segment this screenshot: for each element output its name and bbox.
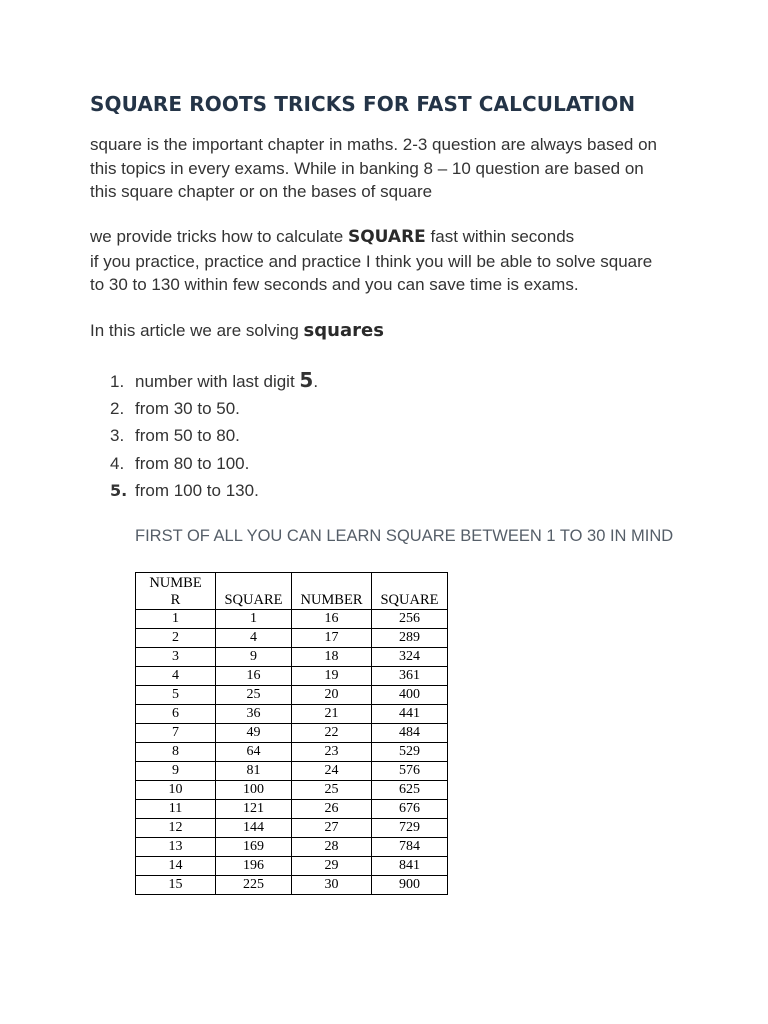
list-text: from 50 to 80. — [135, 426, 240, 445]
list-period: . — [313, 372, 319, 391]
header-number-1: NUMBE R — [136, 573, 216, 610]
page-title: SQUARE ROOTS TRICKS FOR FAST CALCULATION — [90, 92, 636, 116]
square-cell: 441 — [372, 705, 448, 724]
number-cell: 19 — [292, 667, 372, 686]
list-number: 3. — [110, 426, 125, 445]
table-row — [136, 686, 448, 705]
number-cell: 1 — [136, 610, 216, 629]
number-cell: 3 — [136, 648, 216, 667]
square-cell: 400 — [372, 686, 448, 705]
square-cell: 676 — [372, 800, 448, 819]
number-cell: 21 — [292, 705, 372, 724]
number-cell: 9 — [136, 762, 216, 781]
article-text: In this article we are solving — [90, 321, 304, 340]
number-cell: 27 — [292, 819, 372, 838]
provide-line-3: to 30 to 130 within few seconds and you can save time is exams. — [90, 275, 579, 294]
list-text: from 100 to 130. — [135, 481, 259, 500]
square-cell: 729 — [372, 819, 448, 838]
intro-line-3: this square chapter or on the bases of square — [90, 182, 433, 201]
square-cell: 784 — [372, 838, 448, 857]
list-item — [110, 450, 318, 478]
number-cell: 25 — [292, 781, 372, 800]
square-cell: 49 — [216, 724, 292, 743]
number-cell: 26 — [292, 800, 372, 819]
number-cell: 16 — [292, 610, 372, 629]
topic-list — [110, 367, 318, 505]
table-row — [136, 629, 448, 648]
number-cell: 10 — [136, 781, 216, 800]
number-cell: 18 — [292, 648, 372, 667]
table-row — [136, 819, 448, 838]
square-cell: 121 — [216, 800, 292, 819]
intro-line-1: square is the important chapter in maths. 2-3 question are always based on — [90, 135, 657, 154]
square-cell: 289 — [372, 629, 448, 648]
learn-heading: FIRST OF ALL YOU CAN LEARN SQUARE BETWEEN 1 TO 30 IN MIND — [135, 527, 674, 545]
number-cell: 4 — [136, 667, 216, 686]
square-cell: 324 — [372, 648, 448, 667]
number-cell: 11 — [136, 800, 216, 819]
table-row — [136, 743, 448, 762]
square-cell: 100 — [216, 781, 292, 800]
number-cell: 6 — [136, 705, 216, 724]
table-row — [136, 667, 448, 686]
square-cell: 484 — [372, 724, 448, 743]
list-item — [110, 477, 318, 505]
square-cell: 64 — [216, 743, 292, 762]
table-row — [136, 610, 448, 629]
table-row — [136, 876, 448, 895]
table-row — [136, 705, 448, 724]
intro-paragraph — [90, 133, 690, 204]
number-cell: 7 — [136, 724, 216, 743]
number-cell: 5 — [136, 686, 216, 705]
square-cell: 16 — [216, 667, 292, 686]
list-item — [110, 422, 318, 450]
square-cell: 4 — [216, 629, 292, 648]
number-cell: 14 — [136, 857, 216, 876]
square-cell: 25 — [216, 686, 292, 705]
number-cell: 24 — [292, 762, 372, 781]
number-cell: 20 — [292, 686, 372, 705]
provide-bold-square: SQUARE — [347, 227, 426, 247]
list-item — [110, 395, 318, 423]
number-cell: 22 — [292, 724, 372, 743]
list-number: 5. — [110, 481, 128, 500]
square-cell: 144 — [216, 819, 292, 838]
header-square-2: SQUARE — [372, 573, 448, 610]
square-cell: 256 — [372, 610, 448, 629]
number-cell: 2 — [136, 629, 216, 648]
list-text: from 80 to 100. — [135, 453, 250, 473]
table-row — [136, 781, 448, 800]
number-cell: 23 — [292, 743, 372, 762]
square-cell: 196 — [216, 857, 292, 876]
provide-line-1 — [90, 225, 690, 250]
list-number: 1. — [110, 372, 125, 391]
header-number-2: NUMBER — [292, 573, 372, 610]
table-row — [136, 648, 448, 667]
square-cell: 36 — [216, 705, 292, 724]
list-bold-five: 5 — [299, 368, 314, 392]
article-bold-squares: squares — [303, 320, 384, 341]
number-cell: 15 — [136, 876, 216, 895]
provide-paragraph — [90, 225, 690, 297]
number-cell: 13 — [136, 838, 216, 857]
list-text: number with last digit — [135, 372, 300, 391]
table-row — [136, 762, 448, 781]
table-row — [136, 857, 448, 876]
square-cell: 361 — [372, 667, 448, 686]
number-cell: 12 — [136, 819, 216, 838]
intro-line-2: this topics in every exams. While in banking 8 – 10 question are based on — [90, 158, 644, 178]
square-cell: 225 — [216, 876, 292, 895]
provide-line-2: if you practice, practice and practice I think you will be able to solve square — [90, 251, 653, 271]
table-body — [136, 610, 448, 895]
article-paragraph — [90, 319, 690, 343]
square-cell: 1 — [216, 610, 292, 629]
provide-text-after: fast within seconds — [425, 227, 575, 246]
square-cell: 81 — [216, 762, 292, 781]
number-cell: 28 — [292, 838, 372, 857]
square-cell: 169 — [216, 838, 292, 857]
table-row — [136, 800, 448, 819]
squares-table — [135, 572, 448, 895]
table-row — [136, 838, 448, 857]
square-cell: 625 — [372, 781, 448, 800]
list-number: 2. — [110, 398, 125, 418]
list-text: from 30 to 50. — [135, 398, 240, 418]
number-cell: 17 — [292, 629, 372, 648]
table-header-row — [136, 573, 448, 610]
square-cell: 841 — [372, 857, 448, 876]
number-cell: 8 — [136, 743, 216, 762]
square-cell: 529 — [372, 743, 448, 762]
list-number: 4. — [110, 453, 125, 473]
list-item — [110, 367, 318, 395]
header-square-1: SQUARE — [216, 573, 292, 610]
provide-text-before: we provide tricks how to calculate — [90, 227, 348, 246]
table-row — [136, 724, 448, 743]
square-cell: 900 — [372, 876, 448, 895]
square-cell: 9 — [216, 648, 292, 667]
number-cell: 29 — [292, 857, 372, 876]
number-cell: 30 — [292, 876, 372, 895]
square-cell: 576 — [372, 762, 448, 781]
